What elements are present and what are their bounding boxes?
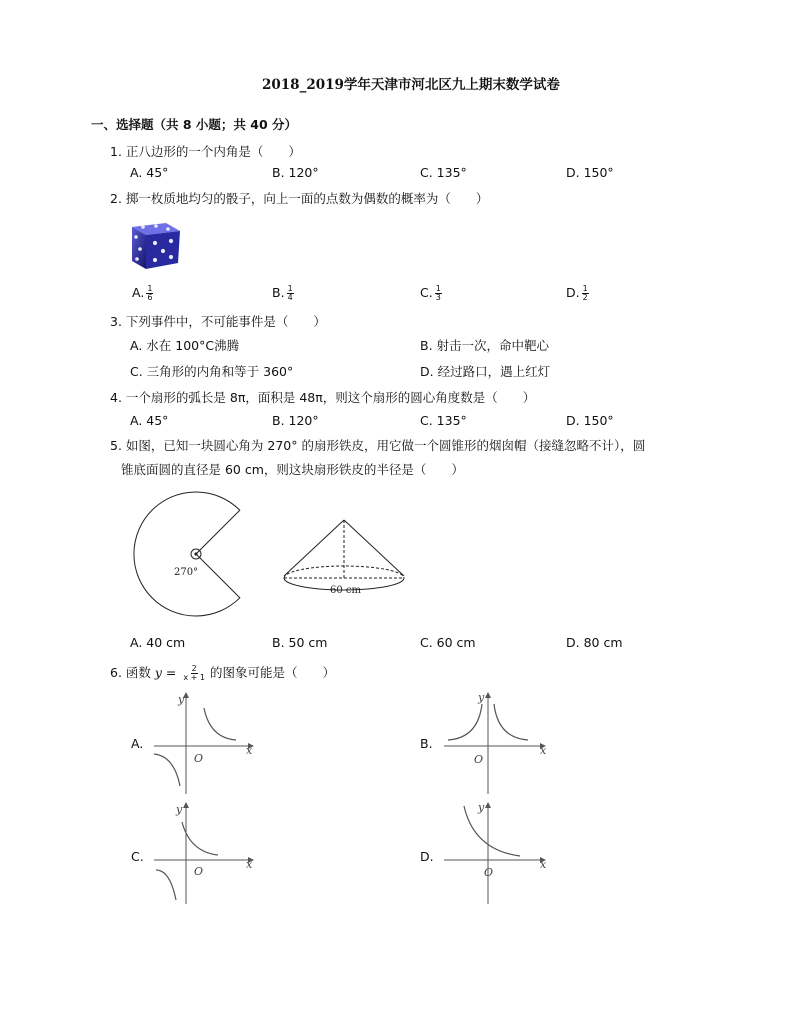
question-stem: 4. 一个扇形的弧长是 8π，面积是 48π，则这个扇形的圆心角度数是（ ） <box>110 390 536 405</box>
svg-text:x: x <box>246 858 253 871</box>
option-a: A. 水在 100°C沸腾 <box>130 338 240 353</box>
option-a: A. 40 cm <box>130 635 186 650</box>
sector-shape <box>134 492 240 616</box>
svg-text:O: O <box>194 865 204 878</box>
graph-c <box>150 800 255 910</box>
option-d: D. 经过路口，遇上红灯 <box>420 364 551 379</box>
option-d-label: D. <box>420 849 434 864</box>
page-title: 2018_2019学年天津市河北区九上期末数学试卷 <box>262 77 560 93</box>
option-d: D. $\frac{1}{2}$ <box>566 284 588 302</box>
svg-text:O: O <box>484 866 494 879</box>
section-heading: 一、选择题（共 8 小题；共 40 分） <box>91 117 298 132</box>
question-stem: 1. 正八边形的一个内角是（ ） <box>110 144 301 159</box>
svg-text:y: y <box>478 801 485 814</box>
curve-branch-left <box>154 754 180 786</box>
curve-branch-left <box>156 870 176 900</box>
svg-text:y: y <box>176 803 183 816</box>
svg-text:O: O <box>474 753 484 766</box>
option-d: D. 150° <box>566 413 614 428</box>
svg-text:x: x <box>246 744 253 757</box>
option-a: A. 45° <box>130 413 169 428</box>
dice-image <box>128 217 184 271</box>
graph-d <box>440 800 550 910</box>
svg-text:y: y <box>178 693 185 706</box>
curve-branch <box>464 806 520 856</box>
svg-text:x: x <box>540 858 547 871</box>
graph-a <box>150 690 255 800</box>
option-d: D. 150° <box>566 165 614 180</box>
option-a: A. 45° <box>130 165 169 180</box>
curve-branch-left <box>448 704 482 740</box>
question-stem-line2: 锥底面圆的直径是 60 cm，则这块扇形铁皮的半径是（ ） <box>121 462 464 477</box>
option-b-label: B. <box>420 736 433 751</box>
option-c-label: C. <box>131 849 144 864</box>
center-point <box>194 552 197 555</box>
diameter-label: 60 cm <box>330 585 361 596</box>
option-b: B. 50 cm <box>272 635 328 650</box>
sector-and-cone-figure <box>128 488 418 618</box>
svg-text:y: y <box>478 691 485 704</box>
option-b: B. 120° <box>272 413 319 428</box>
option-b: B. 射击一次，命中靶心 <box>420 338 550 353</box>
option-c: C. 三角形的内角和等于 360° <box>130 364 294 379</box>
question-stem-line1: 5. 如图，已知一块圆心角为 270° 的扇形铁皮，用它做一个圆锥形的烟囱帽（接缝忽略不计），圆 <box>110 438 646 453</box>
curve-branch-right <box>182 822 218 855</box>
svg-text:x: x <box>540 744 547 757</box>
option-b: B. 120° <box>272 165 319 180</box>
option-c: C. 135° <box>420 413 467 428</box>
option-a: A. $\frac{1}{6}$ <box>132 284 153 302</box>
option-c: C. 60 cm <box>420 635 476 650</box>
option-d: D. 80 cm <box>566 635 623 650</box>
graph-b <box>440 690 550 800</box>
question-stem: 2. 掷一枚质地均匀的骰子，向上一面的点数为偶数的概率为（ ） <box>110 191 489 206</box>
option-c: C. 135° <box>420 165 467 180</box>
angle-label: 270° <box>174 567 199 578</box>
curve-branch-right <box>204 708 236 740</box>
curve-branch-right <box>494 704 528 740</box>
option-c: C. $\frac{1}{3}$ <box>420 284 441 302</box>
svg-text:O: O <box>194 752 204 765</box>
option-a-label: A. <box>131 736 144 751</box>
option-b: B. $\frac{1}{4}$ <box>272 284 293 302</box>
question-stem: 6. 函数 y = $\frac{2}{x + 1}$ 的图象可能是（ ） <box>110 664 335 682</box>
question-stem: 3. 下列事件中，不可能事件是（ ） <box>110 314 326 329</box>
